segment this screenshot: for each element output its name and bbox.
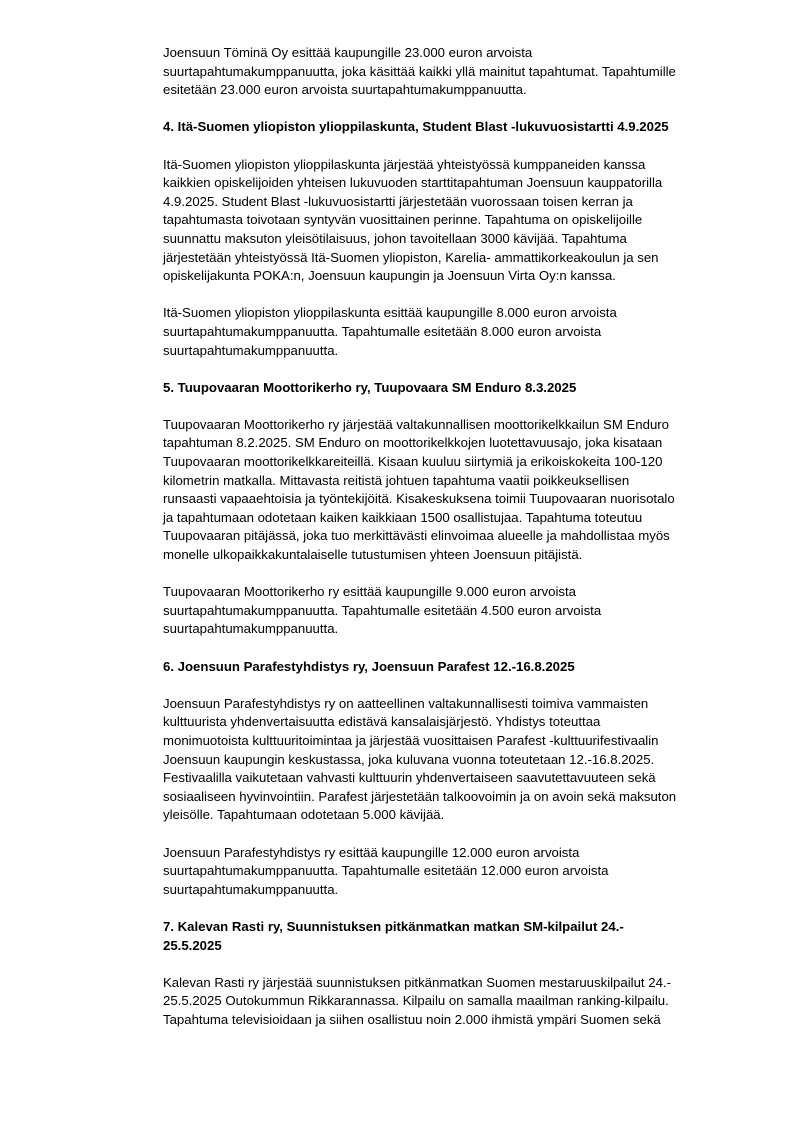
text-line: Joensuun kaupungin keskustassa, joka kuluvana vuonna toteutetaan 12.-16.8.2025. xyxy=(163,751,655,767)
section-6-proposal xyxy=(163,844,743,900)
section-heading-7 xyxy=(163,918,743,955)
intro-paragraph xyxy=(163,44,743,100)
text-line: kaikkien opiskelijoiden yhteisen lukuvuoden starttitapahtuman Joensuun kauppatorilla xyxy=(163,175,663,191)
text-line: ja tapahtumaan odotetaan kaiken kaikkiaan 1500 osallistujaa. Tapahtuma toteutuu xyxy=(163,509,643,525)
text-line: esitetään 23.000 euron arvoista suurtapahtumakumppanuutta. xyxy=(163,82,527,98)
section-heading-4: 4. Itä-Suomen yliopiston ylioppilaskunta, Student Blast -lukuvuosistartti 4.9.2025 xyxy=(163,119,669,135)
text-line: suurtapahtumakumppanuutta. xyxy=(163,881,339,897)
heading-line: 7. Kalevan Rasti ry, Suunnistuksen pitkänmatkan matkan SM-kilpailut 24.- xyxy=(163,918,624,934)
text-line: Joensuun Parafestyhdistys ry esittää kaupungille 12.000 euron arvoista xyxy=(163,844,580,860)
text-line: suunnattu maksuton yleisötilaisuus, johon tavoitellaan 3000 kävijää. Tapahtuma xyxy=(163,230,627,246)
section-5-description xyxy=(163,416,743,565)
text-line: suurtapahtumakumppanuutta. Tapahtumalle esitetään 12.000 euron arvoista xyxy=(163,863,609,879)
text-line: sosiaaliseen hyvinvointiin. Parafest järjestetään talkoovoimin ja on avoin sekä maksuton xyxy=(163,788,677,804)
section-heading-5: 5. Tuupovaaran Moottorikerho ry, Tuupovaara SM Enduro 8.3.2025 xyxy=(163,379,577,395)
section-4-description xyxy=(163,156,743,286)
text-line: 25.5.2025 Outokummun Rikkarannassa. Kilpailu on samalla maailman ranking-kilpailu. xyxy=(163,993,669,1009)
text-line: Tuupovaaran pitäjässä, joka tuo merkittävästi elinvoimaa alueelle ja mahdollistaa myös xyxy=(163,528,670,544)
text-line: Tuupovaaran Moottorikerho ry järjestää valtakunnallisen moottorikelkkailun SM Enduro xyxy=(163,416,670,432)
section-6-description xyxy=(163,695,743,825)
text-line: yleisölle. Tapahtumaan odotetaan 5.000 kävijää. xyxy=(163,807,445,823)
text-line: suurtapahtumakumppanuutta. xyxy=(163,621,339,637)
text-line: runsaasti vapaaehtoisia ja työntekijöitä. Kisakeskuksena toimii Tuupovaaran nuorisotalo xyxy=(163,491,675,507)
text-line: suurtapahtumakumppanuutta. xyxy=(163,342,339,358)
text-line: Kalevan Rasti ry järjestää suunnistuksen pitkänmatkan Suomen mestaruuskilpailut 24.- xyxy=(163,974,671,990)
text-line: järjestetään yhteistyössä Itä-Suomen yliopiston, Karelia- ammattikorkeakoulun ja sen xyxy=(163,249,659,265)
text-line: kulttuurista yhdenvertaisuutta edistävä kansalaisjärjestö. Yhdistys toteuttaa xyxy=(163,714,601,730)
text-line: Joensuun Parafestyhdistys ry on aatteellinen valtakunnallisesti toimiva vammaisten xyxy=(163,695,649,711)
section-7-description xyxy=(163,974,743,1030)
section-4-proposal xyxy=(163,304,743,360)
text-line: 4.9.2025. Student Blast -lukuvuosistartti järjestetään vuorossaan toisen kerran ja xyxy=(163,193,633,209)
text-line: Tapahtuma televisioidaan ja siihen osallistuu noin 2.000 ihmistä ympäri Suomen sekä xyxy=(163,1011,661,1027)
text-line: Itä-Suomen yliopiston ylioppilaskunta esittää kaupungille 8.000 euron arvoista xyxy=(163,305,617,321)
text-line: tapahtuman 8.2.2025. SM Enduro on moottorikelkkojen luotettavuusajo, joka kisataan xyxy=(163,435,663,451)
text-line: suurtapahtumakumppanuutta, joka käsittää kaikki yllä mainitut tapahtumat. Tapahtumille xyxy=(163,63,676,79)
text-line: Joensuun Töminä Oy esittää kaupungille 23.000 euron arvoista xyxy=(163,45,533,60)
text-line: suurtapahtumakumppanuutta. Tapahtumalle esitetään 8.000 euron arvoista xyxy=(163,323,602,339)
text-line: opiskelijakunta POKA:n, Joensuun kaupungin ja Joensuun Virta Oy:n kanssa. xyxy=(163,268,616,284)
text-line: Tuupovaaran Moottorikerho ry esittää kaupungille 9.000 euron arvoista xyxy=(163,584,576,600)
text-line: tapahtumasta toivotaan syntyvän vuosittainen perinne. Tapahtuma on opiskelijoille xyxy=(163,212,643,228)
text-line: Itä-Suomen yliopiston ylioppilaskunta järjestää yhteistyössä kumppaneiden kanssa xyxy=(163,156,646,172)
text-line: Tuupovaaran moottorikelkkareiteillä. Kisaan kuuluu siirtymiä ja erikoiskokeita 100-120 xyxy=(163,454,663,470)
text-line: suurtapahtumakumppanuutta. Tapahtumalle esitetään 4.500 euron arvoista xyxy=(163,602,602,618)
text-line: Festivaalilla vaikutetaan vahvasti kulttuurin yhdenvertaiseen saavutettavuuteen sekä xyxy=(163,770,656,786)
text-line: monelle ulkopaikkakuntalaiselle tutustumisen yhteen Joensuun pitäjistä. xyxy=(163,547,583,563)
text-line: kilometrin matkalla. Mittavasta reitistä johtuen tapahtuma vaatii poikkeuksellisen xyxy=(163,472,630,488)
text-line: monimuotoista kulttuuritoimintaa ja järjestää vuosittaisen Parafest -kulttuurifestivaalin xyxy=(163,732,659,748)
section-5-proposal xyxy=(163,583,743,639)
heading-line: 25.5.2025 xyxy=(163,937,222,953)
document-body xyxy=(163,44,743,1029)
section-heading-6: 6. Joensuun Parafestyhdistys ry, Joensuun Parafest 12.-16.8.2025 xyxy=(163,658,575,674)
